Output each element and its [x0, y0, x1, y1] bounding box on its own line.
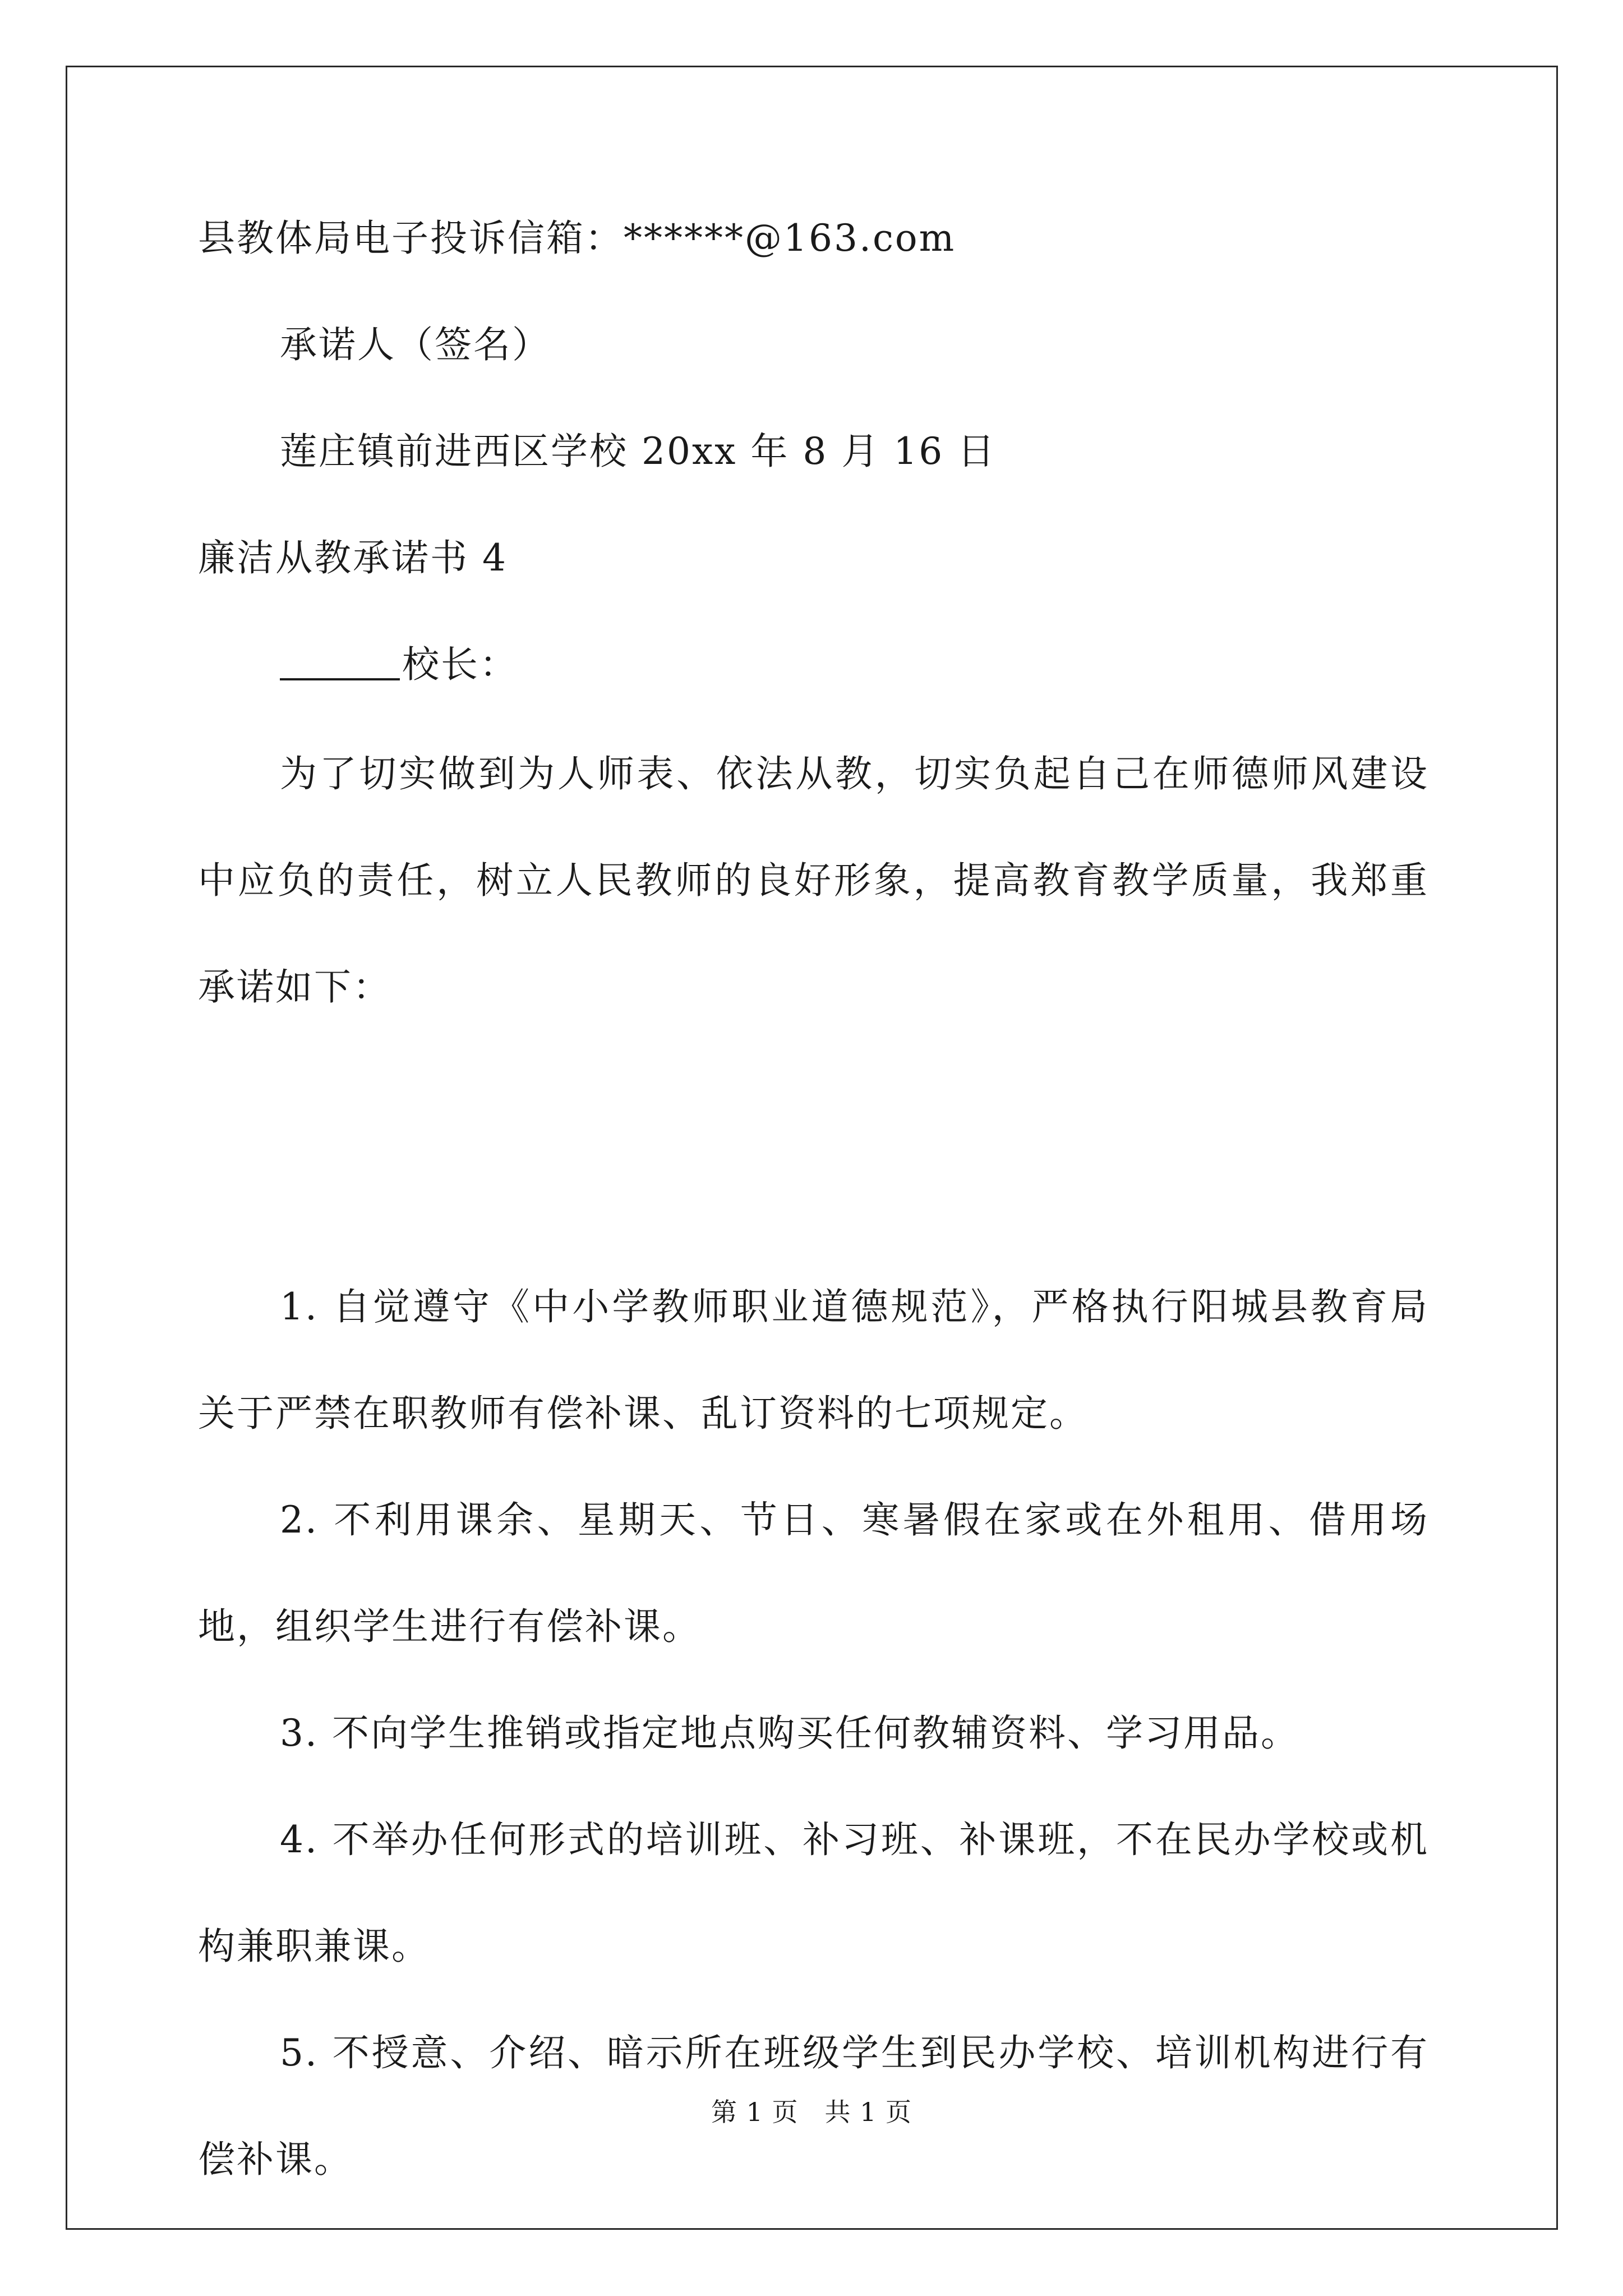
salutation-text: 校长： [402, 643, 518, 686]
pledge-item-3: 3. 不向学生推销或指定地点购买任何教辅资料、学习用品。 [280, 1711, 1299, 1755]
pledge-item-5: 5. 不授意、介绍、暗示所在班级学生到民办学校、培训机构进行有偿补课。 [198, 2031, 1429, 2181]
pledge-item-2: 2. 不利用课余、星期天、节日、寒暑假在家或在外租用、借用场地，组织学生进行有偿补课。 [198, 1498, 1429, 1648]
complaint-email-line: 县教体局电子投诉信箱：******@163.com [198, 217, 956, 260]
signer-line: 承诺人（签名） [280, 323, 551, 366]
pledge-item-4: 4. 不举办任何形式的培训班、补习班、补课班，不在民办学校或机构兼职兼课。 [198, 1818, 1429, 1968]
pledge-item-1: 1. 自觉遵守《中小学教师职业道德规范》，严格执行阳城县教育局关于严禁在职教师有偿补课、乱订资料的七项规定。 [198, 1285, 1429, 1435]
section-title: 廉洁从教承诺书 4 [198, 536, 508, 579]
school-date-line: 莲庄镇前进西区学校 20xx 年 8 月 16 日 [280, 430, 997, 473]
page-footer: 第 1 页 共 1 页 [711, 2097, 912, 2127]
salutation [280, 639, 518, 690]
intro-paragraph: 为了切实做到为人师表、依法从教，切实负起自己在师德师风建设中应负的责任，树立人民教师的良好形象，提高教育教学质量，我郑重承诺如下： [198, 752, 1429, 1009]
name-blank-underline [280, 645, 400, 680]
